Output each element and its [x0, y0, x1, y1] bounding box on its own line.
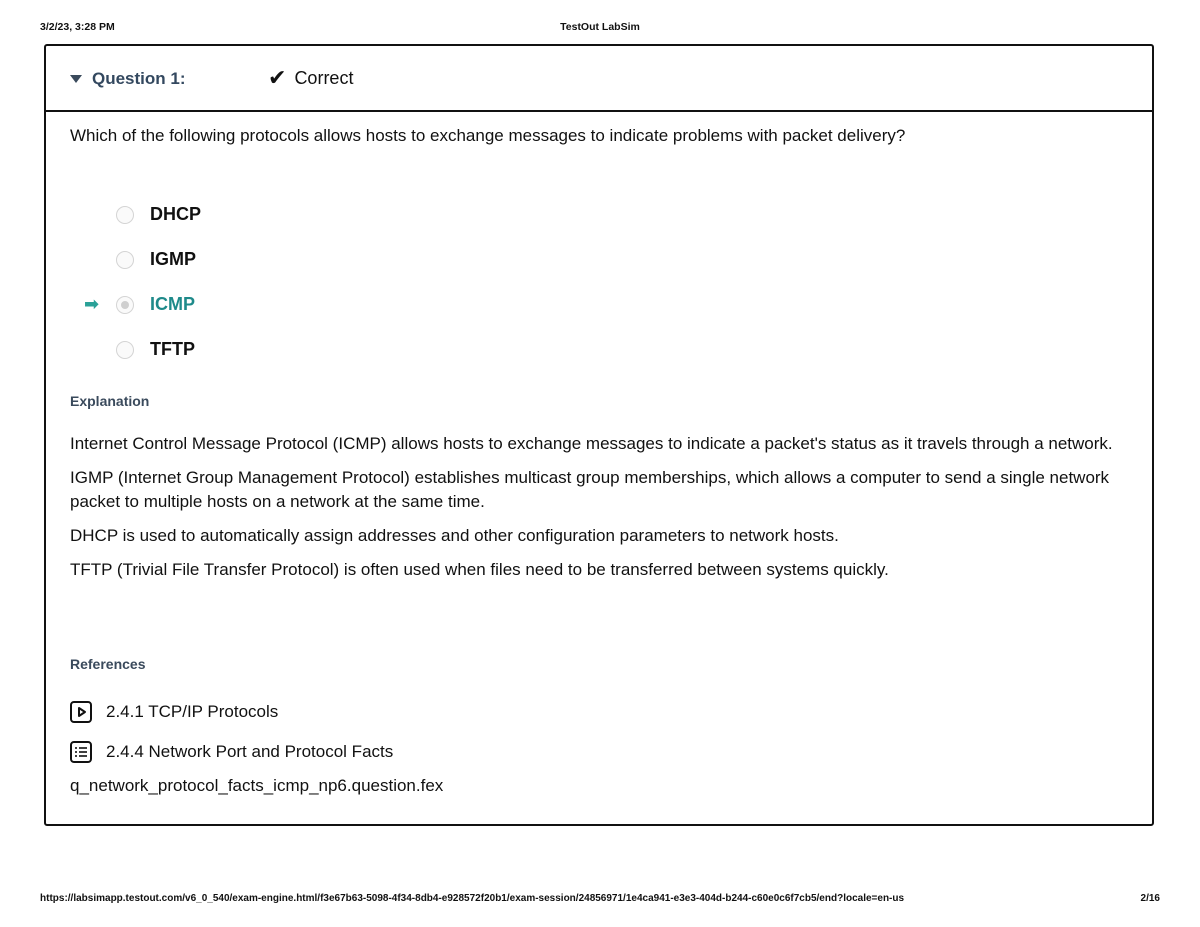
references-list [70, 692, 443, 796]
reference-label: 2.4.1 TCP/IP Protocols [106, 702, 279, 721]
reference-link-video[interactable] [70, 692, 443, 732]
question-text: Which of the following protocols allows hosts to exchange messages to indicate problems with packet delivery? [70, 126, 906, 145]
print-header [40, 21, 1160, 35]
references-title: References [70, 656, 146, 672]
question-header [46, 46, 1152, 112]
answer-options [84, 192, 201, 372]
print-url: https://labsimapp.testout.com/v6_0_540/exam-engine.html/f3e67b63-5098-4f34-8db4-e928572f20b1/exam-session/24856971/1e4ca941-e3e3-404d-b244-c60e0c6f7cb5/end?locale=en-us [40, 893, 905, 904]
answer-option[interactable] [84, 327, 201, 372]
question-label: Question 1: [92, 69, 186, 88]
question-card [44, 44, 1154, 826]
video-icon [70, 701, 92, 723]
option-label: DHCP [150, 204, 202, 224]
explanation-title: Explanation [70, 393, 150, 409]
caret-down-icon [70, 75, 82, 83]
question-filename: q_network_protocol_facts_icmp_np6.question.fex [70, 776, 444, 795]
explanation-body [70, 432, 1130, 592]
question-toggle[interactable] [70, 69, 186, 89]
explanation-paragraph: IGMP (Internet Group Management Protocol) establishes multicast group memberships, which allows a computer to send a single network packet to multiple hosts on a network at the same time. [70, 468, 1110, 511]
explanation-paragraph: Internet Control Message Protocol (ICMP) allows hosts to exchange messages to indicate a packet's status as it travels through a network. [70, 434, 1113, 453]
radio-button[interactable] [116, 251, 134, 269]
explanation-paragraph: TFTP (Trivial File Transfer Protocol) is often used when files need to be transferred between systems quickly. [70, 560, 889, 579]
radio-button-selected[interactable] [116, 296, 134, 314]
print-title: TestOut LabSim [560, 21, 640, 33]
radio-button[interactable] [116, 341, 134, 359]
status-text: Correct [294, 67, 354, 88]
option-label: TFTP [150, 339, 195, 359]
print-date: 3/2/23, 3:28 PM [40, 21, 115, 33]
option-label: ICMP [150, 294, 195, 314]
answer-option[interactable] [84, 237, 201, 282]
explanation-paragraph: DHCP is used to automatically assign addresses and other configuration parameters to network hosts. [70, 526, 839, 545]
option-label: IGMP [150, 249, 197, 269]
arrow-right-icon: ➡ [84, 294, 100, 314]
answer-option[interactable] [84, 192, 201, 237]
reference-link-facts[interactable] [70, 732, 443, 772]
checkmark-icon: ✔ [268, 65, 287, 90]
radio-button[interactable] [116, 206, 134, 224]
list-icon [70, 741, 92, 763]
status-indicator [268, 67, 353, 89]
page-number: 2/16 [1140, 893, 1160, 904]
reference-label: 2.4.4 Network Port and Protocol Facts [106, 742, 394, 761]
answer-option-correct[interactable] [84, 282, 201, 327]
